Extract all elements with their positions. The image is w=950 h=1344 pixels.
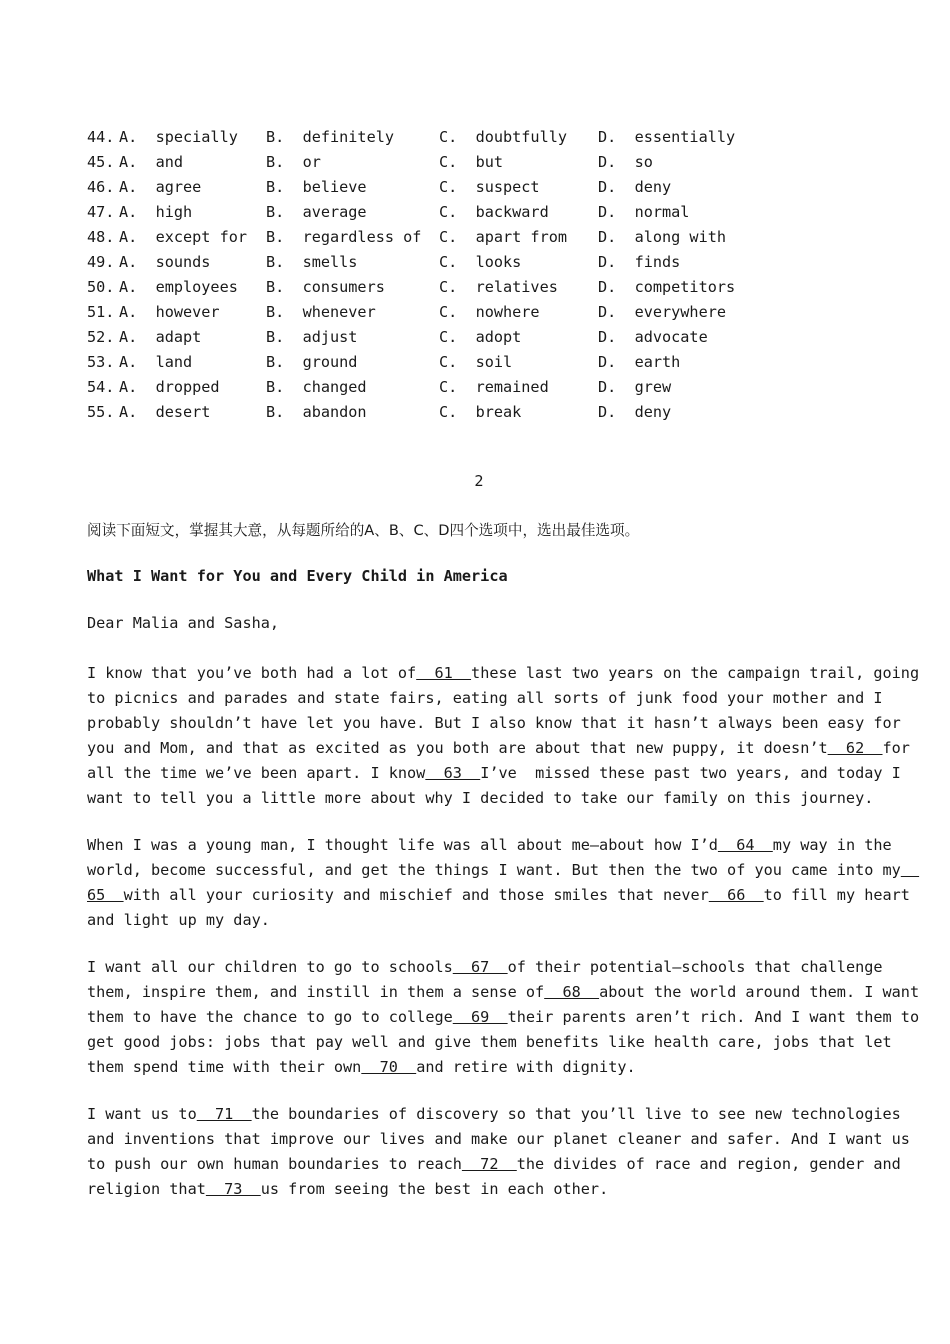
option-b: B. consumers xyxy=(266,278,385,296)
option-d: D. everywhere xyxy=(598,303,727,321)
option-b: B. believe xyxy=(266,178,367,196)
text-line xyxy=(87,736,910,761)
letter-greeting: Dear Malia and Sasha, xyxy=(87,614,280,632)
instruction-text: 阅读下面短文，掌握其大意，从每题所给的A、B、C、D四个选项中，选出最佳选项。 xyxy=(87,522,640,539)
text-line xyxy=(87,980,920,1005)
text-segment: their parents aren’t rich. And I want them to xyxy=(507,1008,920,1026)
text-line xyxy=(87,786,877,811)
passage-paragraph xyxy=(87,1102,910,1202)
option-a: A. land xyxy=(119,353,193,371)
passage-paragraph xyxy=(87,955,920,1080)
text-segment: the divides of race and region, gender and xyxy=(516,1155,901,1173)
text-segment: I want all our children to go to schools xyxy=(87,958,453,976)
option-d: D. competitors xyxy=(598,278,736,296)
blank-number: 66 xyxy=(708,886,764,904)
option-c: C. suspect xyxy=(439,178,540,196)
blank-number xyxy=(901,861,919,879)
option-b: B. whenever xyxy=(266,303,376,321)
option-b: B. average xyxy=(266,203,367,221)
text-segment: the boundaries of discovery so that you’ll live to see new technologies xyxy=(251,1105,901,1123)
option-b: B. abandon xyxy=(266,403,367,421)
text-segment: my way in the xyxy=(772,836,892,854)
text-segment: world, become successful, and get the things I want. But then the two of you came into my xyxy=(87,861,901,879)
text-segment: I’ve missed these past two years, and today I xyxy=(480,764,901,782)
option-d: D. essentially xyxy=(598,128,736,146)
option-c: C. break xyxy=(439,403,522,421)
text-segment: to push our own human boundaries to reach xyxy=(87,1155,462,1173)
option-a: A. dropped xyxy=(119,378,220,396)
text-segment: I know that you’ve both had a lot of xyxy=(87,664,417,682)
text-line xyxy=(87,1152,901,1177)
option-b: B. or xyxy=(266,153,321,171)
text-segment: get good jobs: jobs that pay well and give them benefits like health care, jobs that let xyxy=(87,1033,892,1051)
option-a: A. however xyxy=(119,303,220,321)
text-segment: them spend time with their own xyxy=(87,1058,362,1076)
question-number: 48. xyxy=(87,228,115,246)
option-c: C. but xyxy=(439,153,504,171)
option-a: A. desert xyxy=(119,403,211,421)
question-number: 47. xyxy=(87,203,115,221)
option-d: D. deny xyxy=(598,178,672,196)
text-segment: of their potential—schools that challenge xyxy=(507,958,883,976)
blank-number: 70 xyxy=(361,1058,417,1076)
question-number: 45. xyxy=(87,153,115,171)
text-line xyxy=(87,1055,877,1080)
question-number: 53. xyxy=(87,353,115,371)
question-number: 44. xyxy=(87,128,115,146)
text-segment: them, inspire them, and instill in them a sense of xyxy=(87,983,545,1001)
text-segment: to picnics and parades and state fairs, eating all sorts of junk food your mother and I xyxy=(87,689,883,707)
text-line xyxy=(87,1177,877,1202)
text-line xyxy=(87,1127,910,1152)
option-a: A. agree xyxy=(119,178,202,196)
text-segment: about the world around them. I want xyxy=(599,983,920,1001)
text-segment: all the time we’ve been apart. I know xyxy=(87,764,426,782)
option-c: C. nowhere xyxy=(439,303,540,321)
blank-number: 67 xyxy=(452,958,508,976)
text-segment: and inventions that improve our lives and make our planet cleaner and safer. And I want us xyxy=(87,1130,910,1148)
option-b: B. ground xyxy=(266,353,358,371)
blank-number: 63 xyxy=(425,764,481,782)
option-d: D. deny xyxy=(598,403,672,421)
option-b: B. adjust xyxy=(266,328,358,346)
blank-number: 73 xyxy=(205,1180,261,1198)
option-c: C. remained xyxy=(439,378,549,396)
option-a: A. employees xyxy=(119,278,238,296)
text-line xyxy=(87,711,901,736)
option-d: D. grew xyxy=(598,378,672,396)
text-line xyxy=(87,883,910,908)
option-c: C. looks xyxy=(439,253,522,271)
blank-number: 72 xyxy=(461,1155,517,1173)
option-d: D. so xyxy=(598,153,653,171)
text-segment: and light up my day. xyxy=(87,911,270,929)
question-number: 54. xyxy=(87,378,115,396)
option-c: C. adopt xyxy=(439,328,522,346)
text-segment: to fill my heart xyxy=(763,886,910,904)
option-b: B. smells xyxy=(266,253,358,271)
passage-paragraph xyxy=(87,833,910,933)
text-line xyxy=(87,955,883,980)
text-segment: religion that xyxy=(87,1180,206,1198)
text-line xyxy=(87,908,877,933)
option-c: C. backward xyxy=(439,203,549,221)
question-number: 55. xyxy=(87,403,115,421)
text-line xyxy=(87,686,883,711)
blank-number: 71 xyxy=(196,1105,252,1123)
text-line xyxy=(87,858,901,883)
blank-number: 69 xyxy=(452,1008,508,1026)
text-line xyxy=(87,1102,901,1127)
text-segment: for xyxy=(882,739,910,757)
option-a: A. high xyxy=(119,203,193,221)
option-b: B. changed xyxy=(266,378,367,396)
option-d: D. along with xyxy=(598,228,727,246)
blank-number: 62 xyxy=(827,739,883,757)
text-segment: these last two years on the campaign trail, going xyxy=(471,664,920,682)
text-segment: you and Mom, and that as excited as you both are about that new puppy, it doesn’t xyxy=(87,739,828,757)
passage-title: What I Want for You and Every Child in America xyxy=(87,567,508,585)
text-segment: with all your curiosity and mischief and those smiles that never xyxy=(123,886,709,904)
text-line xyxy=(87,833,892,858)
option-d: D. earth xyxy=(598,353,681,371)
text-segment: I want us to xyxy=(87,1105,197,1123)
option-a: A. and xyxy=(119,153,184,171)
question-number: 50. xyxy=(87,278,115,296)
option-d: D. normal xyxy=(598,203,690,221)
text-segment: us from seeing the best in each other. xyxy=(260,1180,609,1198)
option-c: C. relatives xyxy=(439,278,558,296)
option-a: A. specially xyxy=(119,128,238,146)
question-number: 51. xyxy=(87,303,115,321)
text-segment: When I was a young man, I thought life was all about me—about how I’d xyxy=(87,836,718,854)
question-number: 49. xyxy=(87,253,115,271)
question-number: 46. xyxy=(87,178,115,196)
option-c: C. doubtfully xyxy=(439,128,568,146)
passage-paragraph xyxy=(87,661,920,811)
page-number: 2 xyxy=(474,472,484,490)
question-number: 52. xyxy=(87,328,115,346)
option-a: A. except for xyxy=(119,228,248,246)
option-c: C. soil xyxy=(439,353,513,371)
text-line xyxy=(87,1005,920,1030)
option-b: B. regardless of xyxy=(266,228,422,246)
blank-number: 64 xyxy=(717,836,773,854)
option-a: A. sounds xyxy=(119,253,211,271)
blank-number: 65 xyxy=(87,886,124,904)
text-line xyxy=(87,1030,892,1055)
blank-number: 68 xyxy=(544,983,600,1001)
text-segment: want to tell you a little more about why I decided to take our family on this journey. xyxy=(87,789,874,807)
text-segment: them to have the chance to go to college xyxy=(87,1008,453,1026)
option-b: B. definitely xyxy=(266,128,395,146)
option-d: D. advocate xyxy=(598,328,708,346)
text-line xyxy=(87,661,920,686)
text-segment: and retire with dignity. xyxy=(416,1058,636,1076)
text-line xyxy=(87,761,901,786)
option-a: A. adapt xyxy=(119,328,202,346)
blank-number: 61 xyxy=(416,664,472,682)
option-c: C. apart from xyxy=(439,228,568,246)
option-d: D. finds xyxy=(598,253,681,271)
text-segment: probably shouldn’t have let you have. But I also know that it hasn’t always been easy for xyxy=(87,714,901,732)
